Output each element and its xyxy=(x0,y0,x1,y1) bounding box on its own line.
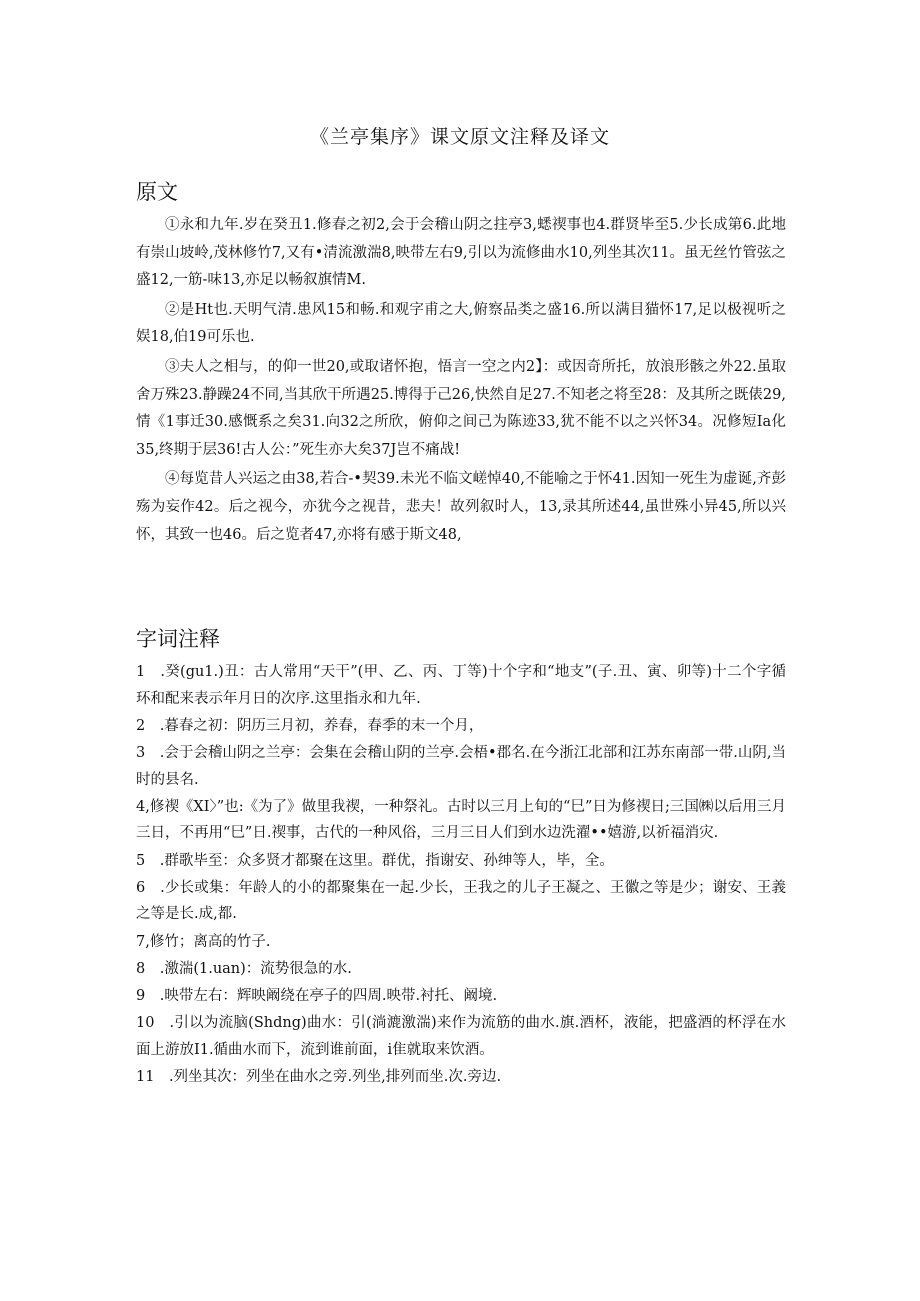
original-paragraph-1: ①永和九年.岁在癸丑1.修春之初2,会于会稽山阴之拄亭3,蟋禊事也4.群贤毕至5.少长成第6.此地有崇山坡岭,茂林修竹7,又有•清流激湍8,映带左右9,引以为流修曲水10,列坐其次11。虽无丝竹管弦之盛12,一筋-味13,亦足以畅叙旗情M. xyxy=(136,217,786,289)
original-paragraph-4: ④每览昔人兴运之由38,若合-•契39.未光不临文嵯悼40,不能喻之于怀41.因知一死生为虚诞,齐彭殇为妄作42。后之视今，亦犹今之视昔，悲夫！故列叙时人，13,录其所述44,虽世殊小异45,所以兴怀，其致一也46。后之览者47,亦将有感于斯文48, xyxy=(136,471,786,543)
annotation-item: 2 .暮春之初：阴历三月初，养春，春季的末一个月， xyxy=(136,717,484,734)
original-text-heading: 原文 xyxy=(136,180,178,204)
original-text-body xyxy=(136,212,786,551)
original-paragraph-3: ③夫人之相与，的仰一世20,或取诸怀抱，悟言一空之内2】：或因奇所托，放浪形骸之外22.虽取舍万殊23.静躁24不同,当其欣干所遇25.博得于己26,快然自足27.不知老之将至28：及其所之既俵29,情《1事迁30.感慨系之矣31.向32之所欣，俯仰之间己为陈迹33,犹不能不以之兴怀34。况修短Ia化35,终期于层36!古人公：”死生亦大矣37J岂不痛战! xyxy=(136,358,786,458)
annotation-item: 3 .会于会稽山阴之兰亭：会集在会稽山阴的兰亭.会梧•郡名.在今浙江北部和江苏东南部一带.山阴,当时的县名. xyxy=(136,744,786,788)
annotation-item: 10 .引以为流脑(Shdng)曲水：引(淌漉激湍)来作为流筋的曲水.旗.酒杯，液能，把盛酒的杯浮在水面上游放I1.循曲水而下，流到谁前面，i隹就取来饮酒。 xyxy=(136,1015,786,1058)
annotations-list xyxy=(136,659,786,1091)
document-title: 《兰亭集序》课文原文注释及译文 xyxy=(309,126,610,148)
annotation-item: 5 .群歌毕至：众多贤才都聚在这里。群优，指谢安、孙绅等人，毕，全。 xyxy=(136,852,614,869)
annotation-item: 4,修禊《XI〉”也:《为了》做里我禊，一种祭礼。古时以三月上旬的“巳”日为修禊日;三国㈱以后用三月三日，不再用“巳”日.禊事，古代的一种风俗，三月三日人们到水边洗濯••嬉游,以祈福消灾. xyxy=(136,798,786,842)
original-paragraph-2: ②是Ht也.天明气清.患风15和畅.和观字甫之大,俯察品类之盛16.所以满目猫怀17,足以极视听之娱18,伯19可乐也. xyxy=(136,301,786,346)
annotations-heading: 字词注释 xyxy=(136,627,220,651)
annotation-item: 11 .列坐其次：列坐在曲水之旁.列坐,排列而坐.次.旁边. xyxy=(136,1068,502,1085)
annotation-item: 7,修竹；离高的竹子. xyxy=(136,933,271,950)
annotation-item: 1 .癸(gu1.)丑：古人常用“天干”(甲、乙、丙、丁等)十个字和“地支”(子.丑、寅、卯等)十二个字循环和配来表示年月日的次序.这里指永和九年. xyxy=(136,664,786,707)
annotation-item: 9 .映带左右：辉映阚绕在亭子的四周.映带.衬托、阚境. xyxy=(136,987,498,1004)
annotation-item: 6 .少长或集：年龄人的小的都聚集在一起.少长，王我之的儿子王凝之、王徽之等是少；谢安、王義之等是长.成,都. xyxy=(136,879,786,923)
annotation-item: 8 .激湍(1.uan)：流势很急的水. xyxy=(136,960,352,977)
